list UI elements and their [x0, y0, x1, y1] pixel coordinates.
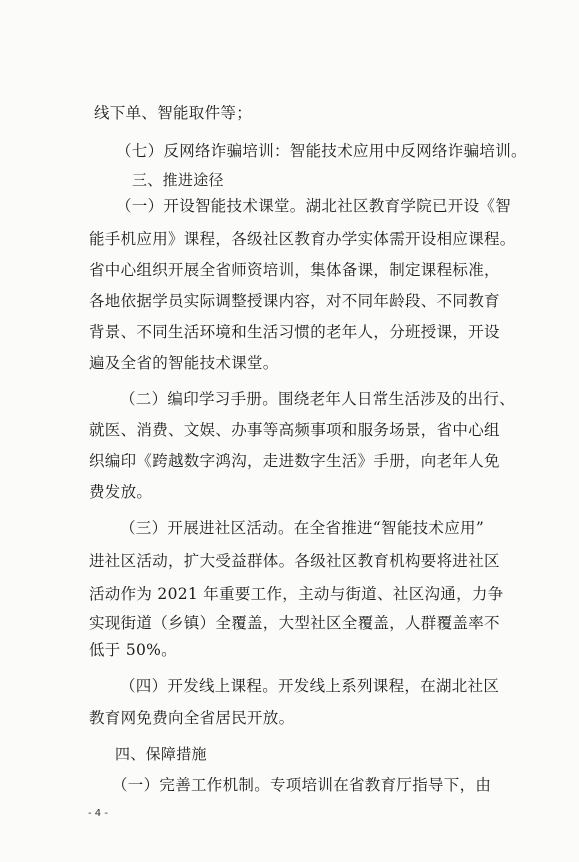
text-line-19: （四）开发线上课程。开发线上系列课程，在湖北社区 [120, 677, 500, 695]
text-line-15: 进社区活动，扩大受益群体。各级社区教育机构要将进社区 [89, 552, 500, 570]
text-line-8: 背景、不同生活环境和生活习惯的老年人，分班授课，开设 [89, 323, 500, 341]
text-line-16: 活动作为 2021 年重要工作，主动与街道、社区沟通，力争 [89, 585, 504, 603]
text-line-1: 线下单、智能取件等； [94, 104, 253, 122]
text-line-14: （三）开展进社区活动。在全省推进“智能技术应用” [120, 519, 485, 537]
page-number: - 4 - [88, 808, 108, 819]
section-heading-3: 三、推进途径 [132, 171, 224, 189]
text-line-17: 实现街道（乡镇）全覆盖，大型社区全覆盖，人群覆盖率不 [89, 614, 500, 632]
text-line-18: 低于 50%。 [89, 641, 177, 659]
text-line-20: 教育网免费向全省居民开放。 [89, 709, 295, 727]
text-line-22: （一）完善工作机制。专项培训在省教育厅指导下，由 [112, 776, 492, 794]
text-line-7: 各地依据学员实际调整授课内容，对不同年龄段、不同教育 [89, 292, 500, 310]
text-line-6: 省中心组织开展全省师资培训，集体备课，制定课程标准， [89, 261, 500, 279]
section-heading-21: 四、保障措施 [115, 745, 207, 763]
text-line-10: （二）编印学习手册。围绕老年人日常生活涉及的出行、 [120, 390, 516, 408]
text-line-2: （七）反网络诈骗培训：智能技术应用中反网络诈骗培训。 [116, 142, 527, 160]
text-line-4: （一）开设智能技术课堂。湖北社区教育学院已开设《智 [116, 197, 512, 215]
text-line-5: 能手机应用》课程，各级社区教育办学实体需开设相应课程。 [89, 230, 516, 248]
text-line-12: 织编印《跨越数字鸿沟，走进数字生活》手册，向老年人免 [89, 452, 500, 470]
text-line-13: 费发放。 [89, 483, 153, 501]
text-line-11: 就医、消费、文娱、办事等高频事项和服务场景，省中心组 [89, 421, 500, 439]
text-line-9: 遍及全省的智能技术课堂。 [89, 354, 279, 372]
